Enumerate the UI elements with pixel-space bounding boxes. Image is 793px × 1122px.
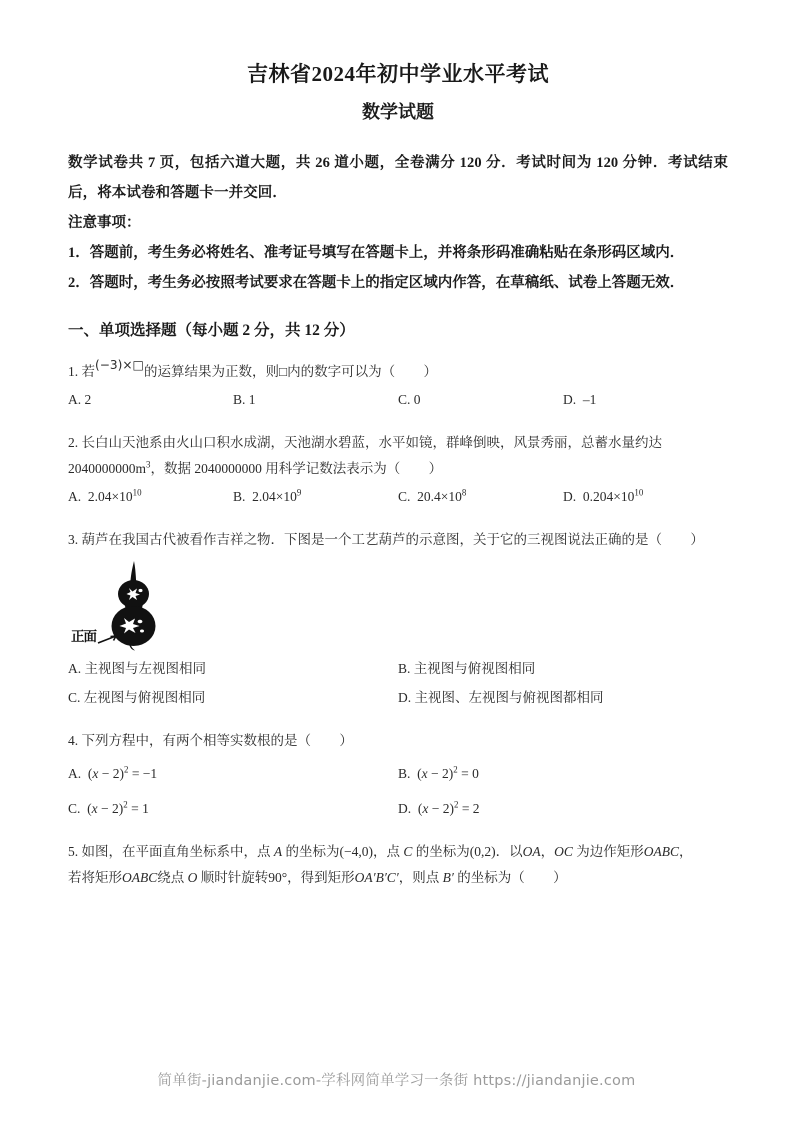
option-3-B-text: 主视图与俯视图相同 bbox=[413, 661, 536, 677]
q5-l1d: 的坐标为 bbox=[412, 843, 470, 859]
question-2-answer-blank bbox=[400, 461, 428, 476]
option-3-C-label: C. bbox=[68, 689, 81, 705]
option-2-A-label: A. bbox=[68, 488, 82, 504]
question-2-line-1 bbox=[68, 430, 728, 456]
option-2-C-exponent: 8 bbox=[461, 487, 467, 498]
question-4-number: 4. bbox=[68, 732, 79, 748]
question-4-stem bbox=[68, 728, 728, 754]
option-3-A[interactable] bbox=[68, 655, 398, 683]
q5-l1f: ， bbox=[540, 843, 555, 859]
option-3-D[interactable] bbox=[398, 684, 728, 712]
q5-segment-oa: OA bbox=[522, 843, 541, 859]
instructions-notes-label: 注意事项： bbox=[68, 215, 141, 232]
q5-l1c: ，点 bbox=[372, 843, 404, 859]
option-2-A[interactable] bbox=[68, 483, 233, 511]
question-3-stem-close: ） bbox=[690, 531, 704, 547]
question-4-options-row-1 bbox=[68, 760, 728, 788]
option-1-C-text: 0 bbox=[413, 391, 421, 407]
q5-l1h: ， bbox=[679, 843, 693, 859]
option-1-A-text: 2 bbox=[84, 391, 92, 407]
section-heading-multiple-choice: 一、单项选择题（每小题 2 分，共 12 分） bbox=[68, 321, 355, 339]
option-2-C-label: C. bbox=[398, 488, 411, 504]
option-4-D[interactable]: D. $(x - 2)^2 = 2$ bbox=[398, 799, 480, 816]
question-4-stem-close: ） bbox=[339, 732, 353, 748]
option-1-B-label: B. bbox=[233, 391, 246, 407]
question-1-stem bbox=[68, 359, 728, 385]
question-3-number: 3. bbox=[68, 531, 79, 547]
question-1-stem-post: 的运算结果为正数，则□内的数字可以为（ bbox=[144, 364, 396, 380]
question-2-line-2 bbox=[68, 456, 728, 482]
question-1-stem-pre: 若 bbox=[81, 364, 95, 380]
option-3-C-text: 左视图与俯视图相同 bbox=[83, 689, 206, 705]
option-2-B-exponent: 9 bbox=[296, 487, 302, 498]
q5-coord-c: (0,2) bbox=[469, 843, 496, 859]
question-1-options bbox=[68, 386, 728, 414]
option-1-C-label: C. bbox=[398, 391, 411, 407]
option-2-C-mantissa: 20.4×10 bbox=[417, 488, 462, 504]
option-4-C-variable: x bbox=[91, 800, 98, 816]
question-5-answer-blank bbox=[525, 870, 553, 885]
question-4-options-row-2 bbox=[68, 795, 728, 823]
question-2-stem bbox=[68, 430, 728, 483]
option-4-A-rhs: = −1 bbox=[131, 766, 158, 782]
question-1-stem-close: ） bbox=[423, 364, 438, 380]
option-4-C-rhs: = 1 bbox=[131, 800, 149, 816]
option-2-A-exponent: 10 bbox=[132, 487, 142, 498]
option-4-A-label: A. bbox=[68, 766, 82, 782]
option-3-A-label: A. bbox=[68, 661, 82, 677]
option-1-C[interactable] bbox=[398, 386, 563, 414]
option-2-D-mantissa: 0.204×10 bbox=[582, 488, 635, 504]
option-4-D-rhs: = 2 bbox=[461, 800, 480, 816]
option-1-D-label: D. bbox=[563, 391, 577, 407]
question-2-line-2-text: ，数据 2040000000 用科学记数法表示为（ bbox=[150, 461, 401, 477]
q5-point-b-prime: B′ bbox=[442, 870, 454, 886]
question-2-volume-exponent: 3 bbox=[146, 459, 151, 470]
question-4-stem-text: 下列方程中，有两个相等实数根的是（ bbox=[81, 732, 311, 748]
q5-l2b: 绕点 bbox=[157, 870, 188, 886]
gourd-icon bbox=[96, 559, 174, 656]
question-2-number: 2. bbox=[68, 435, 79, 451]
question-3-stem-text: 葫芦在我国古代被看作吉祥之物．下图是一个工艺葫芦的示意图，关于它的三视图说法正确的是（ bbox=[81, 531, 662, 547]
question-1-expression: (−3)×□ bbox=[95, 358, 145, 373]
q5-point-a: A bbox=[273, 843, 283, 859]
question-3-options-row-1 bbox=[68, 655, 728, 683]
option-1-A-label: A. bbox=[68, 391, 82, 407]
q5-l2a: 若将矩形 bbox=[68, 870, 122, 886]
q5-l2c: 顺时针旋转 bbox=[197, 870, 269, 886]
question-1-answer-blank bbox=[395, 364, 423, 379]
option-3-D-text: 主视图、左视图与俯视图都相同 bbox=[414, 689, 604, 705]
option-4-B-variable: x bbox=[421, 766, 428, 782]
q5-l2-close: ） bbox=[553, 870, 567, 886]
option-2-B-mantissa: 2.04×10 bbox=[252, 488, 297, 504]
option-2-D-exponent: 10 bbox=[634, 487, 644, 498]
question-3-answer-blank bbox=[662, 532, 690, 547]
instructions-note-2: 2．答题时，考生务必按照考试要求在答题卡上的指定区域内作答，在草稿纸、试卷上答题无效． bbox=[68, 275, 685, 292]
q5-l2e: ，则点 bbox=[398, 870, 443, 886]
question-3-options-row-2 bbox=[68, 684, 728, 712]
option-1-B-text: 1 bbox=[248, 391, 256, 407]
option-3-B[interactable] bbox=[398, 655, 728, 683]
option-3-D-label: D. bbox=[398, 689, 412, 705]
option-1-D[interactable] bbox=[563, 386, 728, 414]
option-4-D-label: D. bbox=[398, 800, 412, 816]
question-5-line-2 bbox=[68, 865, 728, 891]
option-4-B-rhs: = 0 bbox=[461, 766, 479, 782]
page-subtitle: 数学试题 bbox=[362, 102, 434, 123]
page-content bbox=[68, 0, 728, 892]
instructions-note-1: 1．答题前，考生务必将姓名、准考证号填写在答题卡上，并将条形码准确粘贴在条形码区域内． bbox=[68, 245, 685, 262]
option-4-D-variable: x bbox=[422, 800, 429, 816]
question-2-volume: 2040000000m bbox=[68, 461, 147, 477]
instructions-paragraph: 数学试卷共 7 页，包括六道大题，共 26 道小题，全卷满分 120 分．考试时间为 120 分钟．考试结束后，将本试卷和答题卡一并交回． bbox=[68, 154, 728, 201]
q5-rect-oabc-prime: OA′B′C′ bbox=[354, 870, 399, 886]
question-3-stem bbox=[68, 527, 728, 553]
option-2-D[interactable] bbox=[563, 483, 728, 511]
option-3-C[interactable] bbox=[68, 684, 398, 712]
question-2-line-1-text: 长白山天池系由火山口积水成湖，天池湖水碧蓝，水平如镜，群峰倒映，风景秀丽，总蓄水量约达 bbox=[81, 435, 662, 451]
option-4-B-label: B. bbox=[398, 766, 411, 782]
q5-rect-oabc-2: OABC bbox=[122, 870, 158, 886]
option-2-B-label: B. bbox=[233, 488, 246, 504]
question-5-stem bbox=[68, 839, 728, 892]
option-2-A-mantissa: 2.04×10 bbox=[87, 488, 133, 504]
q5-rotation-angle: 90° bbox=[268, 870, 288, 886]
q5-coord-a: (−4,0) bbox=[339, 843, 373, 859]
option-3-B-label: B. bbox=[398, 661, 411, 677]
q5-point-c: C bbox=[403, 843, 413, 859]
option-2-D-label: D. bbox=[563, 488, 577, 504]
question-2-line-2-close: ） bbox=[428, 461, 443, 477]
q5-l2d: ，得到矩形 bbox=[287, 870, 355, 886]
q5-rect-oabc: OABC bbox=[643, 843, 680, 859]
option-1-D-text: –1 bbox=[582, 391, 597, 407]
q5-l1e: ．以 bbox=[495, 843, 523, 859]
footer-watermark: 简单街-jiandanjie.com-学科网简单学习一条街 https://jiandanjie.com bbox=[157, 1073, 636, 1089]
q5-l1g: 为边作矩形 bbox=[572, 843, 644, 859]
question-4-answer-blank bbox=[311, 733, 339, 748]
option-2-B[interactable] bbox=[233, 483, 398, 511]
page-title: 吉林省2024年初中学业水平考试 bbox=[247, 62, 549, 86]
option-3-A-text: 主视图与左视图相同 bbox=[84, 661, 206, 677]
option-2-C[interactable] bbox=[398, 483, 563, 511]
q5-segment-oc: OC bbox=[554, 843, 573, 859]
option-4-A-variable: x bbox=[92, 766, 99, 782]
q5-l1b: 的坐标为 bbox=[282, 843, 340, 859]
question-3-figure bbox=[68, 559, 728, 655]
option-4-C[interactable]: C. $(x - 2)^2 = 1$ bbox=[68, 799, 149, 816]
option-4-B[interactable]: B. $(x - 2)^2 = 0$ bbox=[398, 764, 479, 782]
question-2-options bbox=[68, 483, 728, 511]
question-1-number: 1. bbox=[68, 364, 79, 380]
option-4-C-label: C. bbox=[68, 800, 81, 816]
option-4-A[interactable]: A. $(x - 2)^2 = -1$ bbox=[68, 764, 158, 782]
gourd-front-label: 正面 bbox=[71, 629, 96, 646]
option-1-A[interactable] bbox=[68, 386, 233, 414]
q5-point-o: O bbox=[187, 870, 198, 886]
question-5-line-1 bbox=[68, 839, 728, 865]
option-1-B[interactable] bbox=[233, 386, 398, 414]
q5-l2f: 的坐标为（ bbox=[453, 870, 525, 886]
question-5-number: 5. bbox=[68, 843, 79, 859]
q5-l1a: 如图，在平面直角坐标系中，点 bbox=[81, 843, 274, 859]
